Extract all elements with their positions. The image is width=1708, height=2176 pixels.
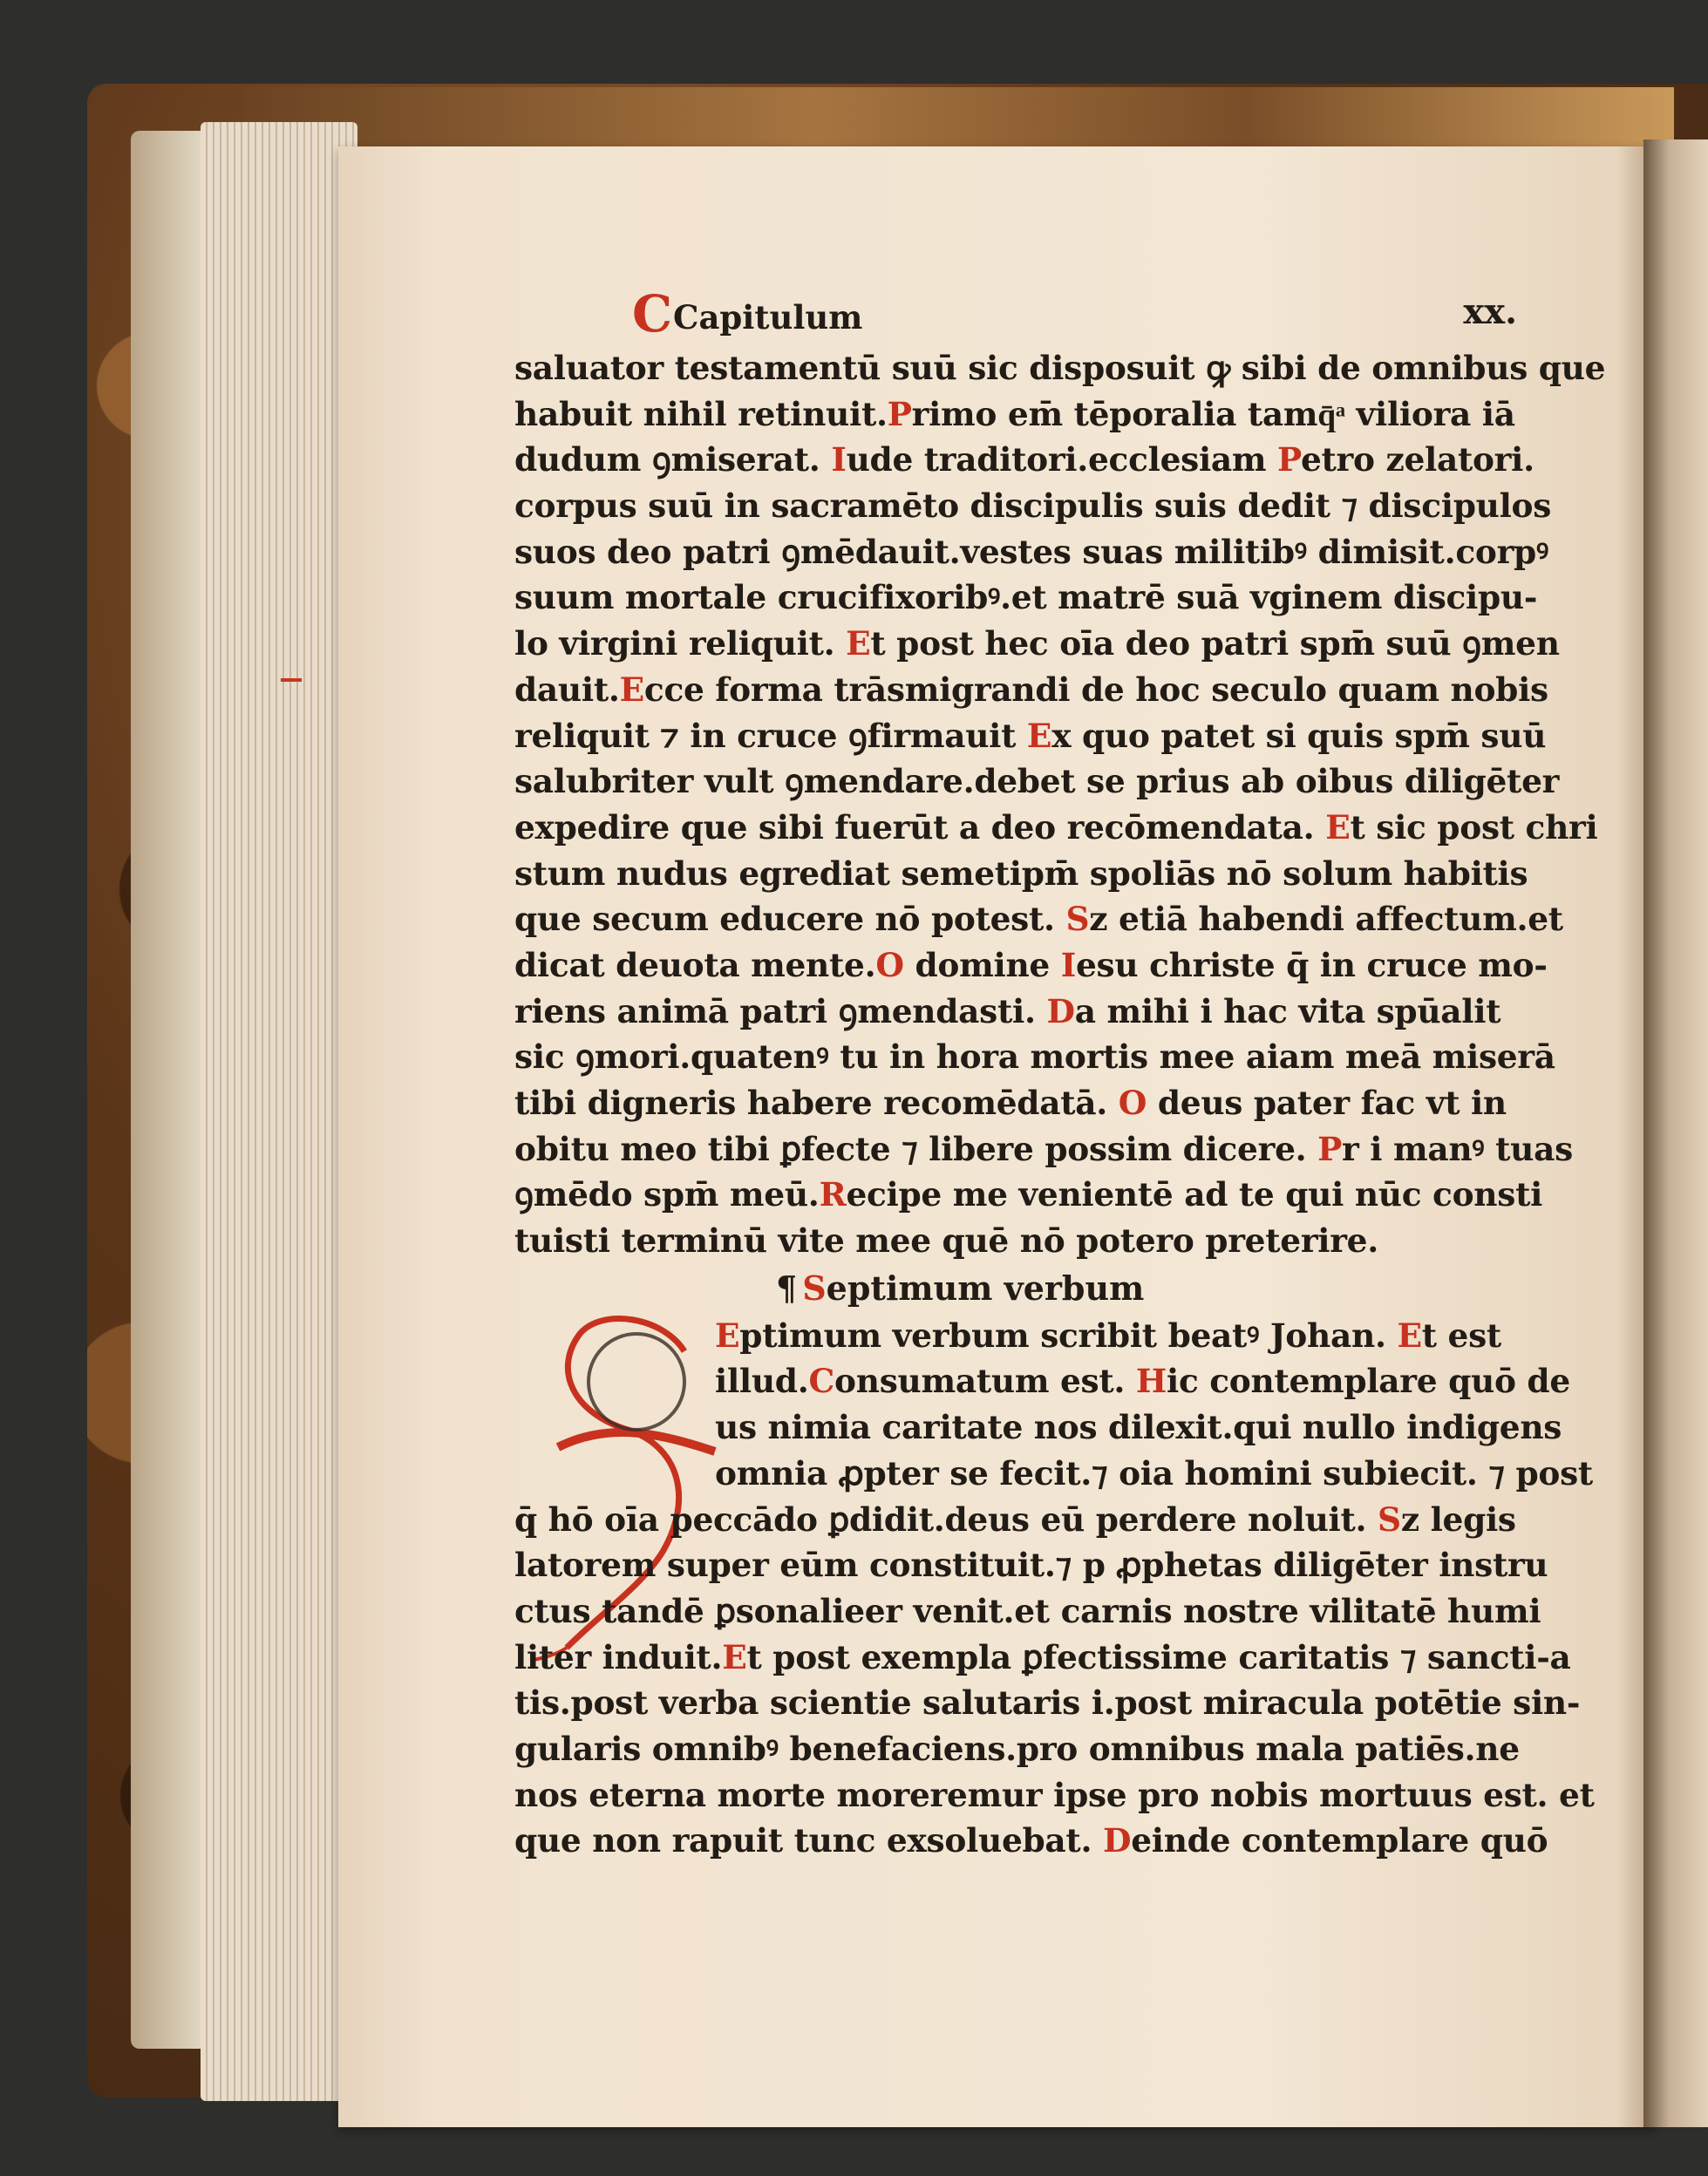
text-run: omnia ꝓpter se fecit.⁊ oia homini subiecit. ⁊ post bbox=[715, 1453, 1593, 1493]
rubricated-initial: E bbox=[1026, 716, 1052, 755]
text-run: illud. bbox=[715, 1362, 809, 1401]
text-line bbox=[514, 1034, 1569, 1080]
text-line bbox=[514, 345, 1606, 391]
rubricated-initial: E bbox=[715, 1316, 740, 1355]
text-run: etro zelatori. bbox=[1300, 440, 1534, 479]
text-line bbox=[514, 1497, 1569, 1543]
section-title bbox=[514, 1264, 1569, 1313]
text-lines-top bbox=[514, 345, 1606, 1264]
rubricated-initial: O bbox=[875, 945, 904, 984]
text-run: suos deo patri ꝯmēdauit.vestes suas militibꝰ dimisit.corpꝰ bbox=[514, 532, 1548, 571]
text-line bbox=[514, 621, 1569, 667]
text-line bbox=[514, 529, 1569, 575]
text-line bbox=[514, 805, 1598, 851]
page-edges bbox=[201, 122, 357, 2101]
text-line bbox=[514, 1635, 1569, 1681]
text-run: nos eterna morte moreremur ipse pro nobis mortuus est. et bbox=[514, 1775, 1595, 1814]
text-run: Johan. bbox=[1269, 1316, 1398, 1355]
text-run: latorem super eūm constituit.⁊ p ꝓphetas diligēter instru bbox=[514, 1546, 1548, 1585]
text-run: onsumatum est. bbox=[834, 1362, 1136, 1401]
text-run: tis.post verba scientie salutaris i.post miracula potētie sin- bbox=[514, 1683, 1581, 1723]
text-run: t est bbox=[1421, 1316, 1501, 1355]
text-line bbox=[514, 1680, 1581, 1726]
text-run: dicat deuota mente. bbox=[514, 945, 876, 984]
text-run: ꝯmēdo spm̄ meū. bbox=[514, 1175, 820, 1214]
text-line bbox=[514, 437, 1569, 483]
text-run: que non rapuit tunc exsoluebat. bbox=[514, 1821, 1103, 1860]
text-run: esu christe q̄ in cruce mo- bbox=[1075, 945, 1548, 984]
text-run: rimo em̄ tēporalia tamq̄ͣ viliora iā bbox=[911, 394, 1515, 433]
text-line bbox=[514, 713, 1569, 759]
text-line bbox=[514, 1818, 1569, 1864]
text-line bbox=[514, 667, 1569, 713]
text-run: a mihi i hac vita spūalit bbox=[1074, 991, 1501, 1030]
text-run: cce forma trāsmigrandi de hoc seculo quam nobis bbox=[643, 670, 1548, 709]
text-run: z etiā habendi affectum.et bbox=[1089, 900, 1563, 939]
section-title-text: eptimum verbum bbox=[826, 1268, 1145, 1308]
folio-number: xx. bbox=[1463, 291, 1517, 332]
text-line bbox=[514, 1404, 1569, 1451]
text-line bbox=[514, 391, 1569, 438]
text-line bbox=[514, 1451, 1593, 1497]
rubricated-initial: E bbox=[846, 624, 871, 663]
text-line bbox=[514, 851, 1569, 897]
text-run: stum nudus egrediat semetipm̄ spoliās nō solum habitis bbox=[514, 853, 1528, 893]
text-run: ude traditori.ecclesiam bbox=[846, 440, 1278, 479]
text-block bbox=[514, 284, 1606, 1864]
text-line bbox=[514, 1313, 1569, 1359]
rubricated-initial: S bbox=[1378, 1499, 1401, 1539]
text-line bbox=[514, 1588, 1569, 1635]
text-run: gularis omnibꝰ benefaciens.pro omnibus mala patiēs.ne bbox=[514, 1729, 1520, 1768]
text-run: expedire que sibi fuerūt a deo recōmendata. bbox=[514, 807, 1326, 847]
text-run: x quo patet si quis spm̄ suū bbox=[1051, 716, 1547, 755]
text-run: t post hec oīa deo patri spm̄ suū ꝯmen bbox=[870, 624, 1560, 663]
section-title-initial: S bbox=[802, 1268, 827, 1308]
text-line bbox=[514, 1218, 1569, 1264]
rubricated-initial: O bbox=[1118, 1084, 1147, 1122]
text-line bbox=[514, 483, 1569, 529]
text-line bbox=[514, 1358, 1569, 1404]
text-run: q̄ hō oīa peccādo ꝑdidit.deus eū perdere noluit. bbox=[514, 1499, 1378, 1539]
rubricated-initial: H bbox=[1135, 1362, 1167, 1401]
text-run: lo virgini reliquit. bbox=[514, 624, 847, 663]
rubricated-initial: R bbox=[819, 1175, 847, 1214]
text-run: t post exempla ꝑfectissime caritatis ⁊ sancti-a bbox=[746, 1637, 1571, 1676]
text-line bbox=[514, 575, 1569, 621]
text-run: reliquit ⁊ in cruce ꝯfirmauit bbox=[514, 716, 1027, 755]
text-line bbox=[514, 758, 1569, 805]
rubricated-initial: I bbox=[1060, 945, 1076, 984]
text-line bbox=[514, 1726, 1569, 1772]
rubricated-initial: C bbox=[808, 1362, 835, 1401]
text-run: domine bbox=[903, 945, 1061, 984]
text-run: deus pater fac vt in bbox=[1147, 1084, 1507, 1122]
text-run: tibi digneris habere recomēdatā. bbox=[514, 1084, 1119, 1122]
text-line bbox=[514, 989, 1569, 1035]
text-run: corpus suū in sacramēto discipulis suis dedit ⁊ discipulos bbox=[514, 486, 1552, 526]
pilcrow-mark: ¶ bbox=[776, 1268, 798, 1308]
binding-head-strip bbox=[244, 87, 1674, 148]
rubricated-initial: E bbox=[619, 670, 644, 709]
rubricated-initial: D bbox=[1046, 991, 1075, 1030]
rubricated-initial: P bbox=[1277, 440, 1301, 479]
rubricated-initial: E bbox=[1397, 1316, 1422, 1355]
rubricated-initial: P bbox=[1317, 1129, 1343, 1168]
text-line bbox=[514, 1772, 1595, 1819]
page-gutter bbox=[1643, 139, 1708, 2127]
text-run: ptimum verbum scribit beatꝰ bbox=[739, 1316, 1270, 1355]
rubricated-initial: I bbox=[831, 440, 847, 479]
text-run: habuit nihil retinuit. bbox=[514, 394, 888, 433]
text-run: t sic post chri bbox=[1350, 807, 1598, 847]
text-line bbox=[514, 1542, 1569, 1588]
text-line bbox=[514, 1126, 1573, 1173]
marginal-red-mark bbox=[281, 678, 302, 682]
text-run: liter induit. bbox=[514, 1637, 723, 1676]
rubricated-initial: P bbox=[887, 394, 912, 433]
text-run: ic contemplare quō de bbox=[1167, 1362, 1570, 1401]
text-run: saluator testamentū suū sic disposuit ꝙ sibi de omnibus que bbox=[514, 349, 1606, 387]
text-line bbox=[514, 1172, 1569, 1218]
text-run: riens animā patri ꝯmendasti. bbox=[514, 991, 1047, 1030]
text-run: z legis bbox=[1400, 1499, 1516, 1539]
text-run: dauit. bbox=[514, 670, 620, 709]
text-run: salubriter vult ꝯmendare.debet se prius ab oibus diligēter bbox=[514, 762, 1560, 801]
rubricated-initial: D bbox=[1102, 1821, 1132, 1860]
text-line bbox=[514, 896, 1569, 942]
text-run: que secum educere nō potest. bbox=[514, 900, 1066, 939]
text-run: dudum ꝯmiserat. bbox=[514, 440, 832, 479]
text-run: us nimia caritate nos dilexit.qui nullo indigens bbox=[715, 1408, 1562, 1447]
text-run: ecipe me venientē ad te qui nūc consti bbox=[846, 1175, 1543, 1214]
header-capital: C bbox=[632, 284, 673, 343]
text-run: r i manꝰ tuas bbox=[1342, 1129, 1573, 1168]
rubricated-initial: S bbox=[1065, 900, 1090, 939]
text-run: tuisti terminū vite mee quē nō potero preterire. bbox=[514, 1221, 1378, 1261]
text-run: ctus tandē ꝑsonalieer venit.et carnis nostre vilitatē humi bbox=[514, 1591, 1541, 1630]
text-run: einde contemplare quō bbox=[1131, 1821, 1548, 1860]
rubricated-initial: E bbox=[722, 1637, 747, 1676]
text-run: obitu meo tibi ꝑfecte ⁊ libere possim dicere. bbox=[514, 1129, 1318, 1168]
text-line bbox=[514, 1080, 1569, 1126]
chapter-header bbox=[514, 284, 1569, 345]
text-run: sic ꝯmori.quatenꝰ tu in hora mortis mee aiam meā miserā bbox=[514, 1037, 1555, 1077]
text-run: suum mortale crucifixoribꝰ.et matrē suā vginem discipu- bbox=[514, 578, 1538, 617]
text-lines-bottom bbox=[514, 1313, 1595, 1864]
rubricated-initial: E bbox=[1325, 807, 1351, 847]
header-title: Capitulum bbox=[673, 298, 863, 337]
text-line bbox=[514, 942, 1569, 989]
